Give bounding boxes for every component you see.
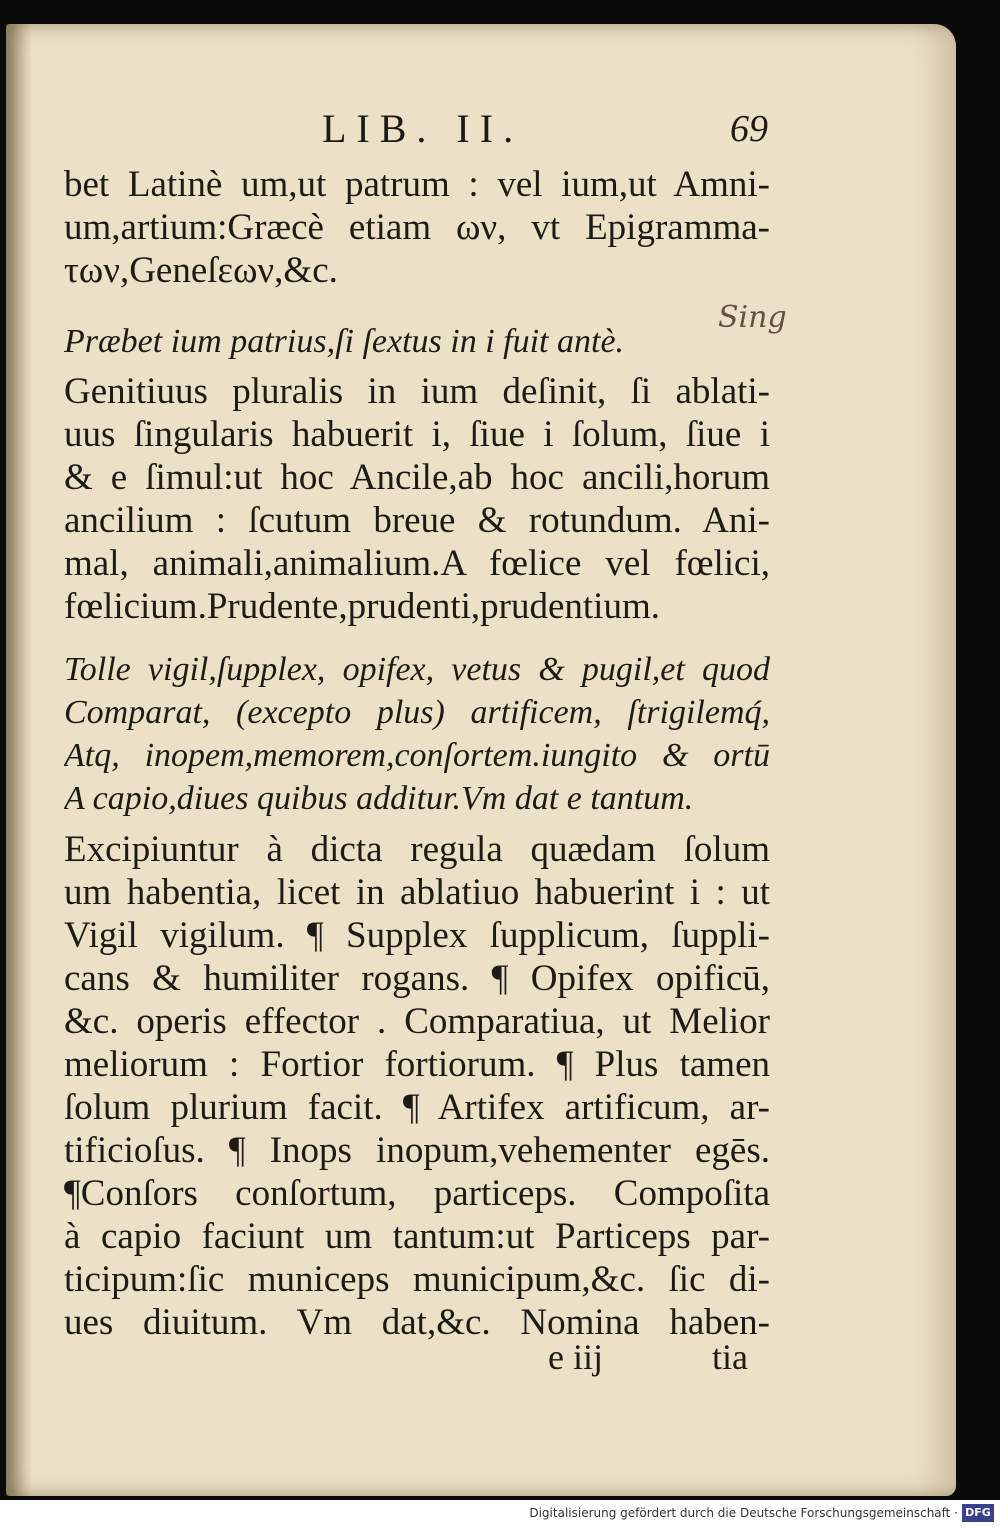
dfg-logo: DFG <box>962 1504 994 1522</box>
text-line: ¶Conſors conſortum, particeps. Compoſita <box>64 1173 770 1214</box>
text-line: uus ſingularis habuerit i, ſiue i ſolum, ſiue i <box>64 414 770 455</box>
handwritten-margin-note: Sing <box>718 300 787 335</box>
running-header <box>0 105 1000 155</box>
text-line: Excipiuntur à dicta regula quædam ſolum <box>64 829 770 870</box>
text-line: fœlicium.Prudente,prudenti,prudentium. <box>64 586 660 627</box>
text-line: ues diuitum. Vm dat,&c. Nomina haben- <box>64 1302 770 1343</box>
text-line: & e ſimul:ut hoc Ancile,ab hoc ancili,horum <box>64 457 770 498</box>
text-line: &c. operis effector . Comparatiua, ut Melior <box>64 1001 770 1042</box>
text-line: um,artium:Græcè etiam ων, vt Epigramma- <box>64 207 770 248</box>
verse-line: Præbet ium patrius,ſi ſextus in i fuit antè. <box>64 323 625 360</box>
text-line: ſolum plurium facit. ¶ Artifex artificum, ar- <box>64 1087 770 1128</box>
text-line: à capio faciunt um tantum:ut Particeps par- <box>64 1216 770 1257</box>
catchline <box>0 1336 1000 1380</box>
text-line: cans & humiliter rogans. ¶ Opifex opificū, <box>64 958 770 999</box>
text-paragraph-2 <box>64 370 770 628</box>
verse-line: Atq, inopem,memorem,conſortem.iungito & ortū <box>64 737 770 774</box>
verse-rule-2 <box>64 648 770 820</box>
text-line: Vigil vigilum. ¶ Supplex ſupplicum, ſuppli- <box>64 915 770 956</box>
funding-credit: Digitalisierung gefördert durch die Deutsche Forschungsgemeinschaft · <box>529 1506 958 1520</box>
text-paragraph-1 <box>64 163 770 292</box>
text-line: bet Latinè um,ut patrum : vel ium,ut Amni- <box>64 164 770 205</box>
signature-mark: e iij <box>548 1337 603 1377</box>
running-head-title: LIB. II. <box>322 106 524 151</box>
verse-rule-1 <box>64 320 770 363</box>
text-line: tificioſus. ¶ Inops inopum,vehementer egēs. <box>64 1130 770 1171</box>
text-line: mal, animali,animalium.A fœlice vel fœlici, <box>64 543 770 584</box>
text-line: των,Geneſεων,&c. <box>64 250 338 291</box>
text-line: um habentia, licet in ablatiuo habuerint i : ut <box>64 872 770 913</box>
text-line: Genitiuus pluralis in ium deſinit, ſi ablati- <box>64 371 770 412</box>
text-line: ancilium : ſcutum breue & rotundum. Ani- <box>64 500 770 541</box>
verse-line: Tolle vigil,ſupplex, opifex, vetus & pugil,et quod <box>64 651 770 688</box>
digitization-footer <box>0 1500 1000 1527</box>
page-number: 69 <box>730 108 768 150</box>
catchword: tia <box>712 1337 748 1377</box>
text-line: meliorum : Fortior fortiorum. ¶ Plus tamen <box>64 1044 770 1085</box>
verse-line: A capio,diues quibus additur.Vm dat e tantum. <box>64 780 694 817</box>
verse-line: Comparat, (excepto plus) artificem, ſtrigilemq́, <box>64 694 770 731</box>
text-paragraph-3 <box>64 828 770 1344</box>
text-line: ticipum:ſic municeps municipum,&c. ſic di- <box>64 1259 770 1300</box>
